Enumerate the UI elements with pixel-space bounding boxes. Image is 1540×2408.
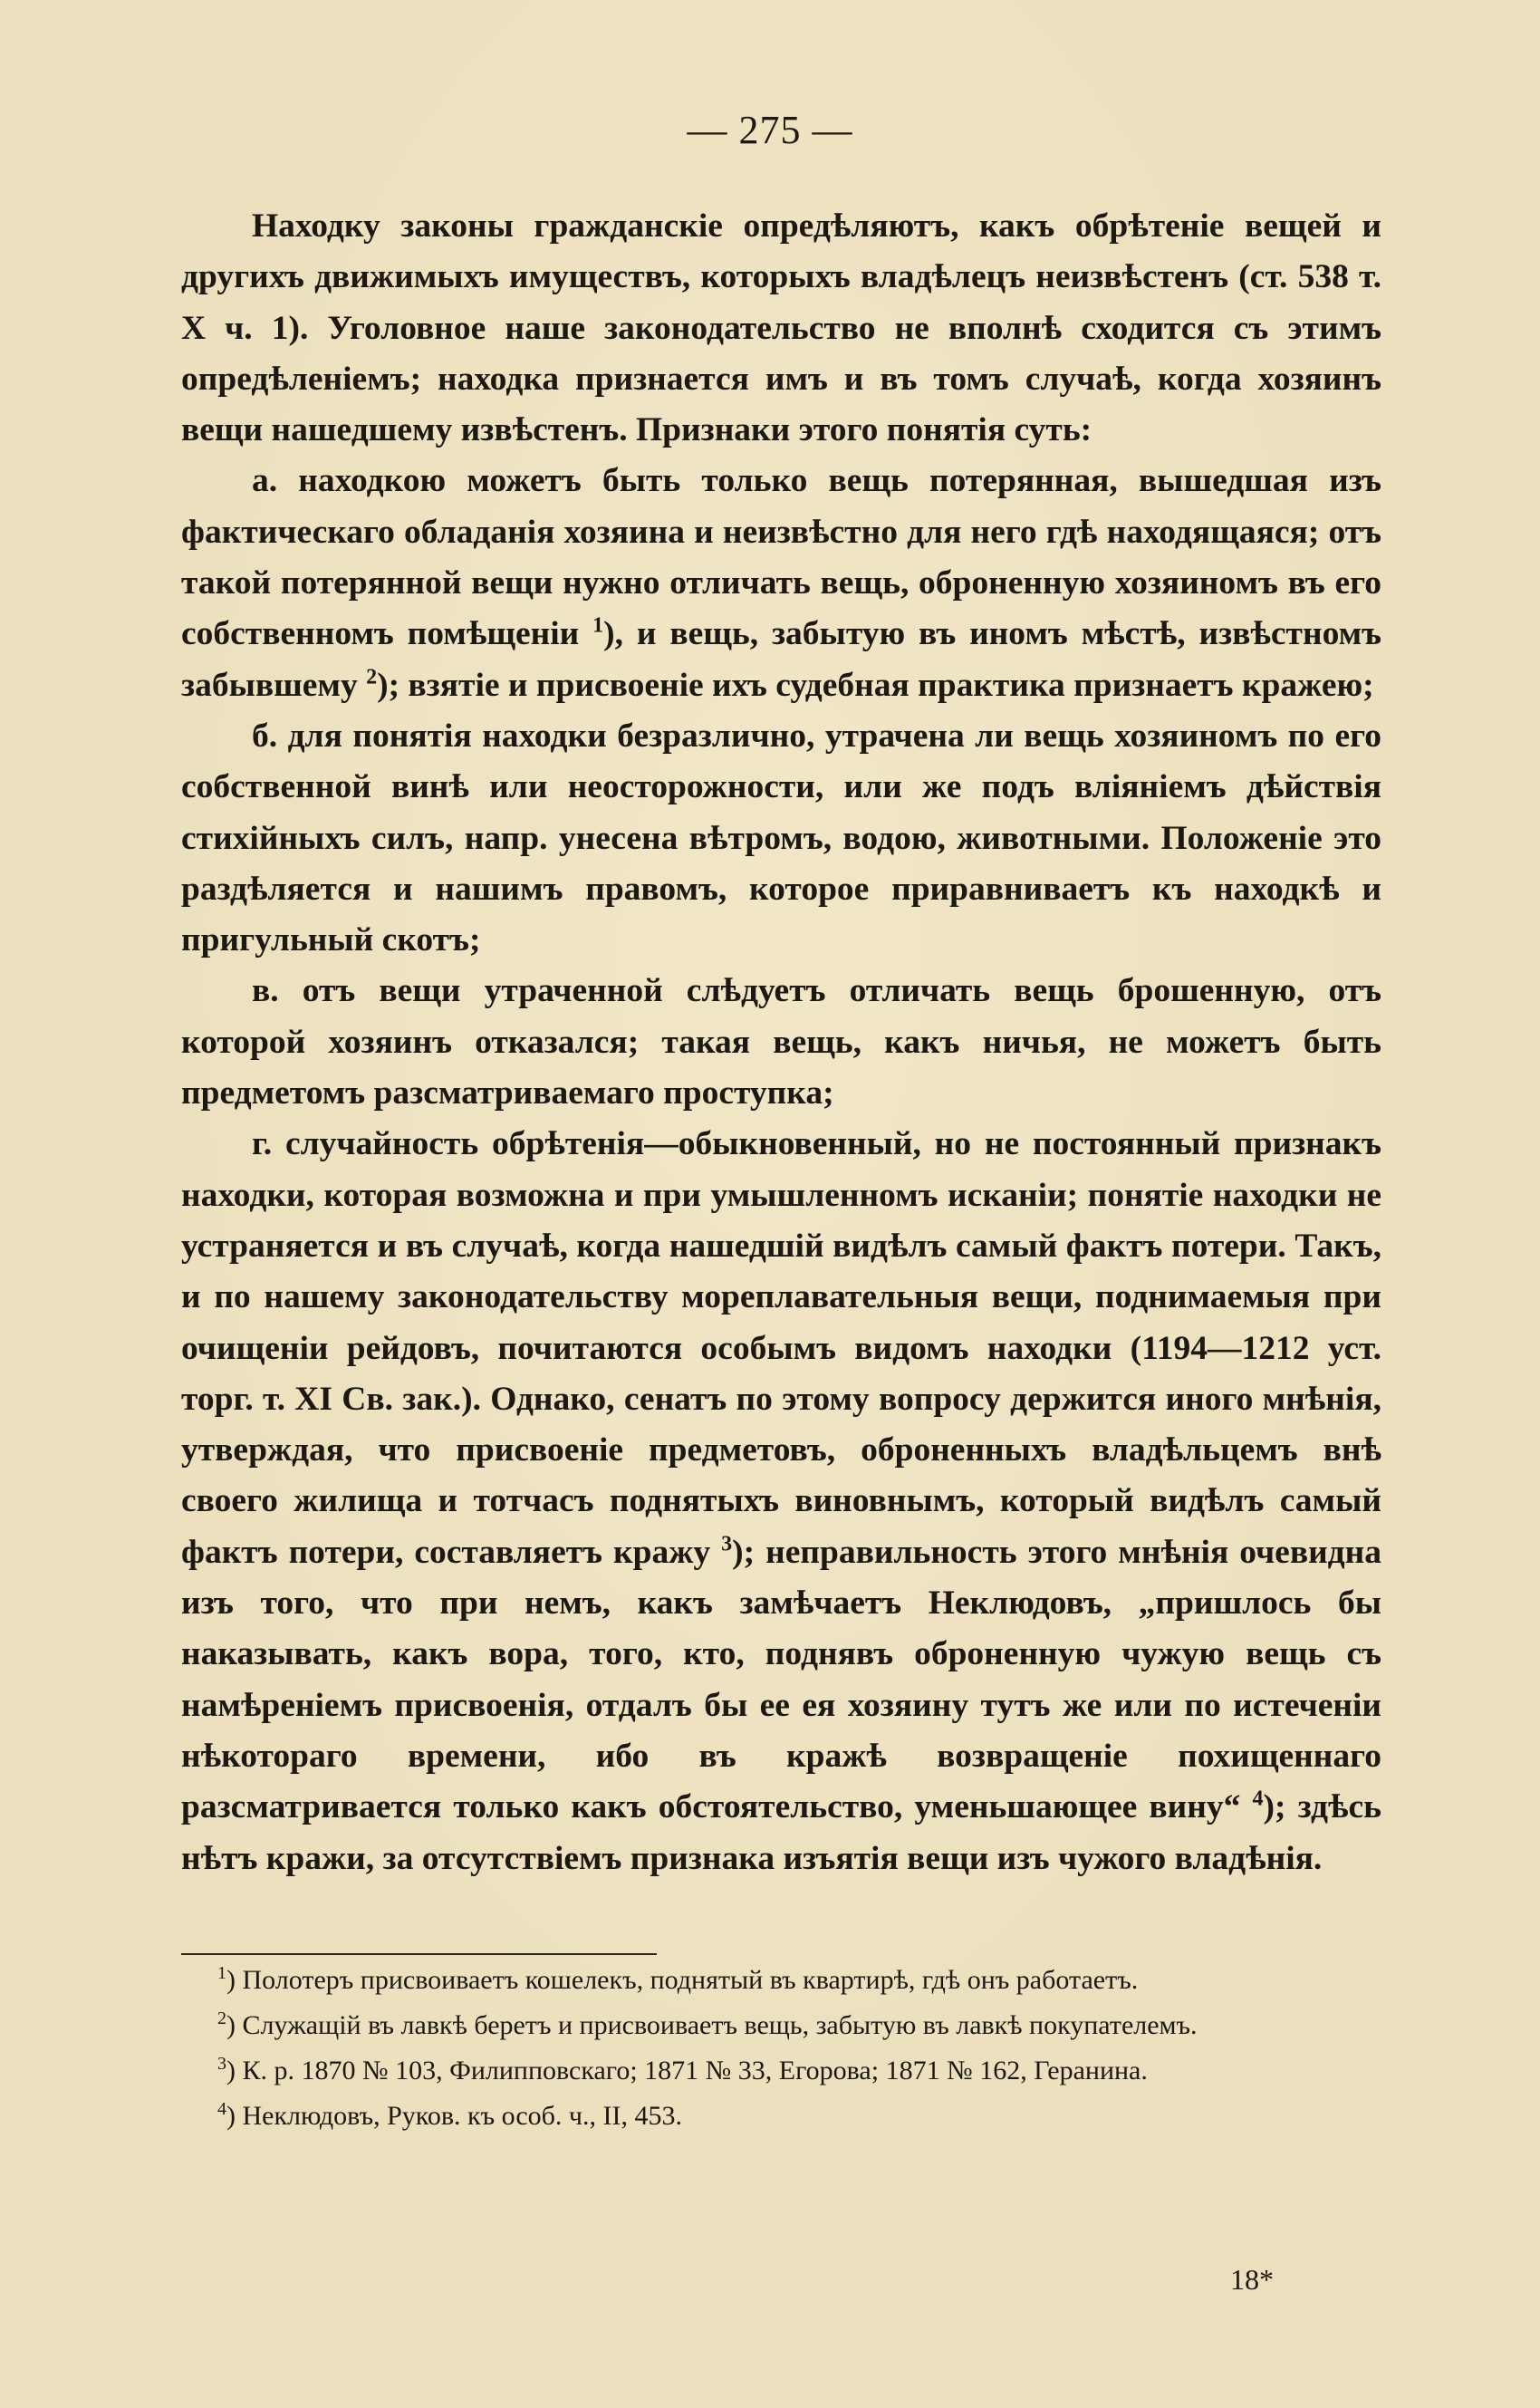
paragraph-b: б. для понятія находки безразлично, утрачена ли вещь хозяиномъ по его собственной винѣ или неосторожности, или же подъ вліяніемъ дѣйствія стихійныхъ силъ, напр. унесена вѣтромъ, водою, животными. Положеніе это раздѣляется и нашимъ правомъ, которое приравниваетъ къ находкѣ и пригульный скотъ;	[181, 717, 1381, 959]
footnote-text: ) Неклюдовъ, Руков. къ особ. ч., II, 453.	[226, 2101, 682, 2131]
paragraph-a	[181, 456, 1381, 710]
footnote-text: ) Полотеръ присвоиваетъ кошелекъ, поднятый въ квартирѣ, гдѣ онъ работаетъ.	[226, 1965, 1139, 1995]
footnote-mark: 3	[217, 2054, 226, 2074]
footnote-text: ) Служащій въ лавкѣ беретъ и присвоиваетъ вещь, забытую въ лавкѣ покупателемъ.	[226, 2010, 1198, 2040]
paragraph-a-end: ); взятіе и присвоеніе ихъ судебная практика признаетъ кражею;	[377, 666, 1374, 704]
paragraph-v: в. отъ вещи утраченной слѣдуетъ отличать вещь брошенную, отъ которой хозяинъ отказался; такая вещь, какъ ничья, не можетъ быть предметомъ разсматриваемаго проступка;	[181, 972, 1381, 1112]
printer-signature: 18*	[1230, 2263, 1274, 2296]
footnote	[181, 2000, 1381, 2046]
footnote-ref[interactable]: 4	[1252, 1787, 1264, 1811]
footnote-text: ) К. р. 1870 № 103, Филипповскаго; 1871 № 33, Егорова; 1871 № 162, Геранина.	[226, 2056, 1148, 2085]
footnote-mark: 4	[217, 2099, 226, 2119]
footnote-ref[interactable]: 2	[366, 665, 378, 689]
footnote	[181, 1955, 1381, 2000]
footnote-ref[interactable]: 3	[721, 1532, 733, 1556]
footnote	[181, 2091, 1381, 2136]
paragraph-g-end: ); здѣсь нѣтъ кражи, за отсутствіемъ признака изъятія вещи изъ чужого владѣнія.	[181, 1788, 1381, 1877]
footnote-mark: 1	[217, 1963, 226, 1983]
footnote-ref[interactable]: 1	[592, 613, 604, 638]
footnotes	[181, 1955, 1381, 2136]
paragraph-g	[181, 1119, 1381, 1883]
page-number: — 275 —	[687, 108, 853, 152]
paragraph-g-text: г. случайность обрѣтенія—обыкновенный, но не постоянный признакъ находки, которая возможна и при умышленномъ исканіи; понятіе находки не устраняется и въ случаѣ, когда нашедшій видѣлъ самый фактъ потери. Такъ, и по нашему законодательству мореплавательныя вещи, поднимаемыя при очищеніи рейдовъ, почитаются особымъ видомъ находки (1194—1212 уст. торг. т. XI Св. зак.). Однако, сенатъ по этому вопросу держится иного мнѣнія, утверждая, что присвоеніе предметовъ, оброненныхъ владѣльцемъ внѣ своего жилища и тотчасъ поднятыхъ виновнымъ, который видѣлъ самый фактъ потери, составляетъ кражу	[181, 1125, 1381, 1571]
paragraph-a-text: а. находкою можетъ быть только вещь потерянная, вышедшая изъ фактическаго обладанія хозяина и неизвѣстно для него гдѣ находящаяся; отъ такой потерянной вещи нужно отличать вещь, оброненную хозяиномъ въ его собственномъ помѣщеніи	[181, 462, 1381, 653]
paragraph-g-continued: ); неправильность этого мнѣнія очевидна изъ того, что при немъ, какъ замѣчаетъ Неклюдовъ, „пришлось бы наказывать, какъ вора, того, кто, поднявъ оброненную чужую вещь съ намѣреніемъ присвоенія, отдалъ бы ее ея хозяину тутъ же или по истеченіи нѣкотораго времени, ибо въ кражѣ возвращеніе похищеннаго разсматривается только какъ обстоятельство, уменьшающее вину“	[181, 1533, 1382, 1826]
footnote-mark: 2	[217, 2008, 226, 2028]
footnote	[181, 2046, 1381, 2091]
paragraph-intro: Находку законы гражданскіе опредѣляютъ, какъ обрѣтеніе вещей и другихъ движимыхъ имуществъ, которыхъ владѣлецъ неизвѣстенъ (ст. 538 т. X ч. 1). Уголовное наше законодательство не вполнѣ сходится съ этимъ опредѣленіемъ; находка признается имъ и въ томъ случаѣ, когда хозяинъ вещи нашедшему извѣстенъ. Признаки этого понятія суть:	[181, 207, 1381, 449]
main-text	[181, 201, 1381, 1884]
paragraph-a-continued: ), и вещь, забытую въ иномъ мѣстѣ, извѣстномъ забывшему	[181, 615, 1382, 704]
